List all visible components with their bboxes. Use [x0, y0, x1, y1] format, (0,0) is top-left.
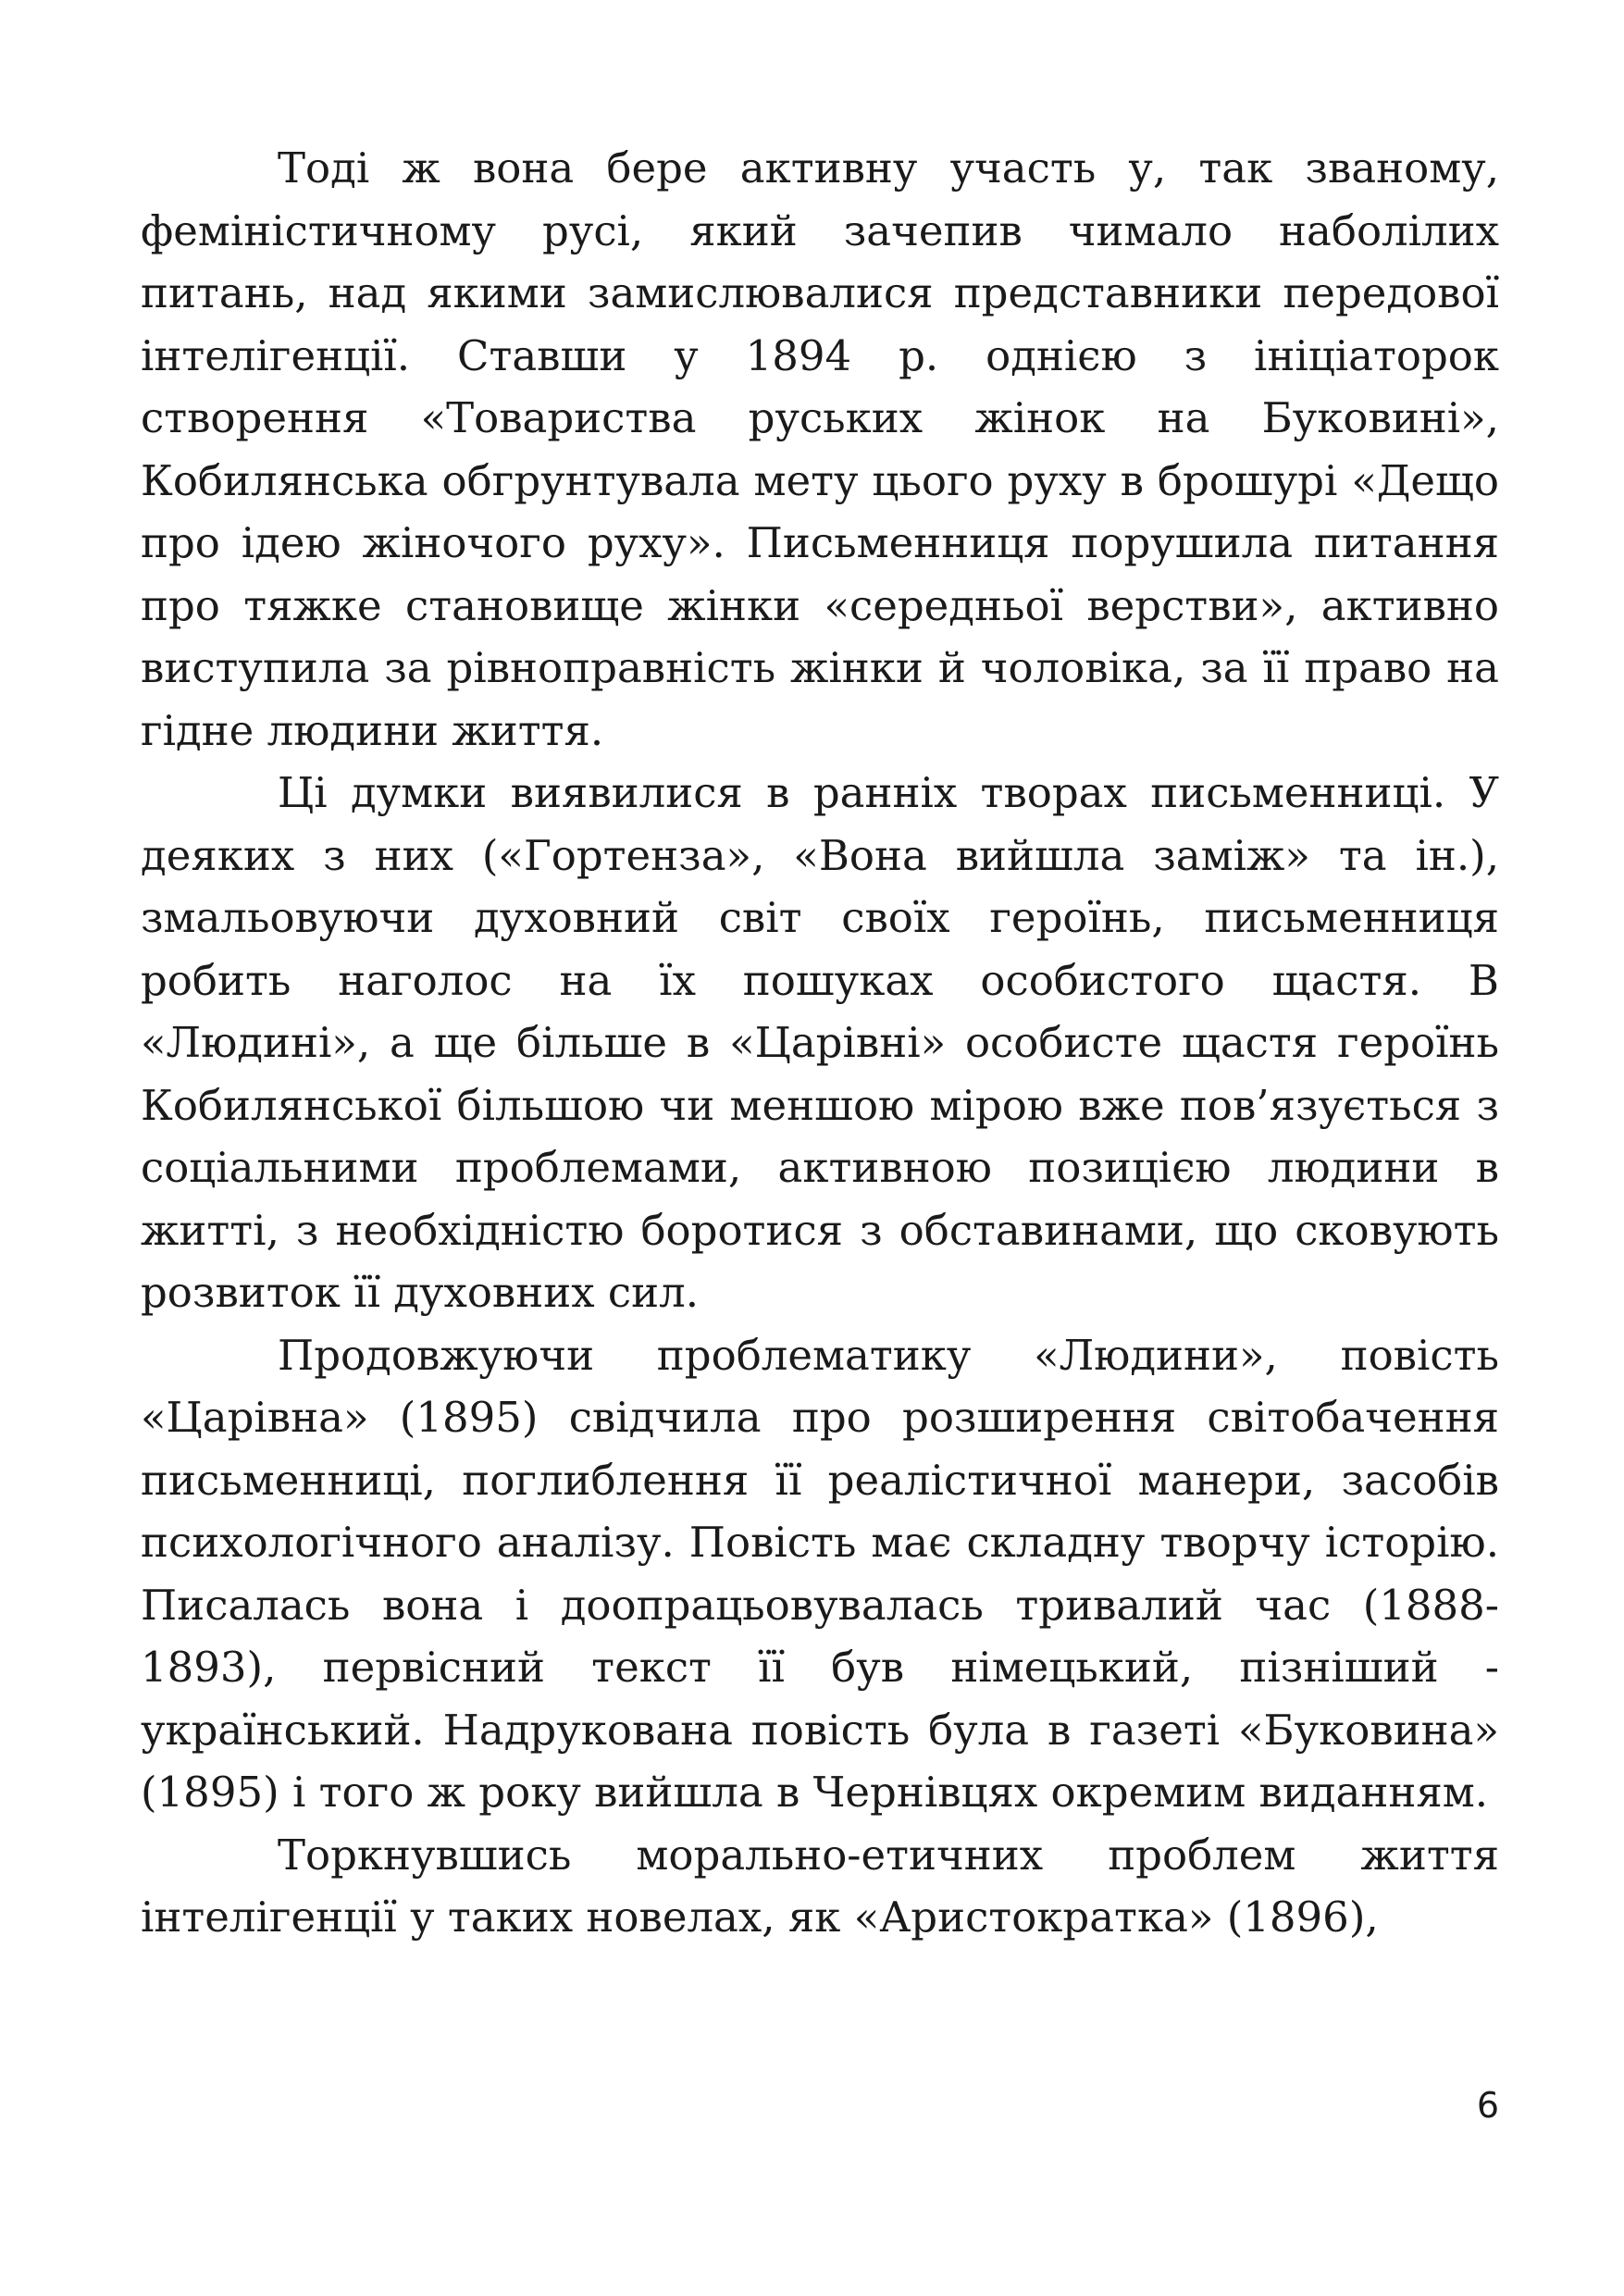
page-number: 6 [1476, 2085, 1499, 2126]
paragraph: Торкнувшись морально-етичних проблем життя інтелігенції у таких новелах, як «Аристократка» (1896), [141, 1830, 1499, 1942]
paragraph: Продовжуючи проблематику «Людини», повість «Царівна» (1895) свідчила про розширення світобачення письменниці, поглиблення її реалістичної манери, засобів психологічного аналізу. Повість має складну творчу історію. Писалась вона і доопрацьовувалась тривалий час (1888-1893), первісний текст її був німецький, пізніший - український. Надрукована повість була в газеті «Буковина» (1895) і того ж року вийшла в Чернівцях окремим виданням. [141, 1330, 1499, 1817]
paragraph: Тоді ж вона бере активну участь у, так званому, феміністичному русі, який зачепив чимало наболілих питань, над якими замислювалися представники передової інтелігенції. Ставши у 1894 р. однією з ініціаторок створення «Товариства руських жінок на Буковині», Кобилянська обгрунтувала мету цього руху в брошурі «Дещо про ідею жіночого руху». Письменниця порушила питання про тяжке становище жінки «середньої верстви», активно виступила за рівноправність жінки й чоловіка, за її право на гідне людини життя. [141, 143, 1499, 755]
body-text [141, 137, 1499, 1949]
paragraph: Ці думки виявилися в ранніх творах письменниці. У деяких з них («Гортенза», «Вона вийшла заміж» та ін.), змальовуючи духовний світ своїх героїнь, письменниця робить наголос на їх пошуках особистого щастя. В «Людині», а ще більше в «Царівні» особисте щастя героїнь Кобилянської більшою чи меншою мірою вже пов’язується з соціальними проблемами, активною позицією людини в житті, з необхідністю боротися з обставинами, що сковують розвиток її духовних сил. [141, 768, 1499, 1317]
